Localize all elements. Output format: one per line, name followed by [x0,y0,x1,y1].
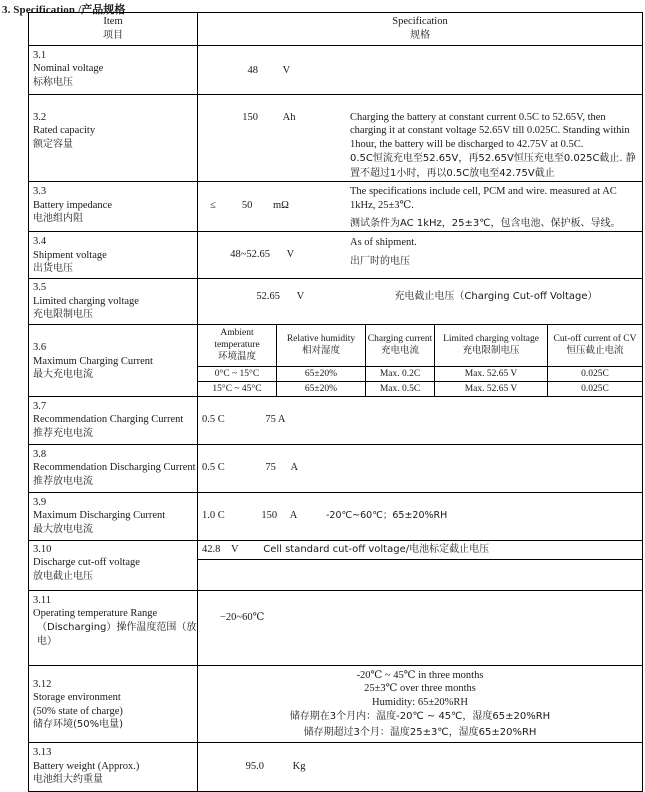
item-cell-3-8 [29,444,198,492]
subtable-row [198,381,643,396]
subtable-cell: Max. 52.65 V [435,366,548,381]
value-operating-temperature-range: −20~60℃ [220,611,265,623]
item-label-cn: 电池组大约重量 [33,774,103,785]
item-number: 3.12 [33,678,52,690]
unit-limited-charging-voltage: V [296,291,305,302]
item-label-en: Discharge cut-off voltage [33,557,140,568]
spec-cell-3-10 [198,540,643,590]
item-cell-3-10 [29,540,198,590]
spec-cell-3-12 [198,665,643,743]
item-label-en: Limited charging voltage [33,295,139,307]
item-label-cn: 最大放电电流 [33,523,93,535]
item-cell-3-5 [29,279,198,325]
subtable-cell: Max. 52.65 V [435,381,548,396]
spec-cell-3-1 [198,45,643,94]
value-shipment-voltage: 48~52.65 [230,249,270,260]
subtable-header-charging-current [366,325,435,367]
storage-line-cn-2: 储存期超过3个月：温度25±3℃，湿度65±20%RH [303,726,537,738]
value-rated-capacity: 150 [242,111,258,123]
item-cell-3-7 [29,396,198,444]
header-cell-item [29,13,198,46]
note-charging-cutoff-voltage: 充电截止电压（Charging Cut-off Voltage） [394,291,598,302]
item-number: 3.6 [33,342,47,353]
item-cell-3-12 [29,665,198,743]
subtable-header-cn: 环境温度 [217,351,256,362]
unit-maximum-discharging-current: A [289,509,298,521]
item-number: 3.9 [33,496,47,508]
item-label-en: Battery impedance [33,199,113,211]
subtable-header-en: Charging current [367,334,433,344]
condition-maximum-discharging-current: -20℃~60℃；65±20%RH [325,509,448,521]
subtable-header-en: Relative humidity [286,334,356,344]
item-cell-3-13 [29,743,198,792]
item-number: 3.1 [33,49,47,61]
item-number: 3.13 [33,747,52,758]
table-row [29,325,643,397]
item-cell-3-9 [29,492,198,540]
subtable-row [198,366,643,381]
page-title: 3. Specification /产品规格 [2,4,126,16]
specification-table [28,12,643,792]
item-label-cn: 标称电压 [33,76,73,88]
table-row [29,540,643,590]
spec-cell-3-2 [198,94,643,182]
value-discharge-cutoff-voltage: 42.8 [202,543,221,555]
item-label-cn: 最大充电电流 [33,369,93,380]
item-number: 3.11 [33,594,51,606]
subtable-header-cn: 恒压截止电流 [566,345,624,356]
item-label-cn: 推荐放电电流 [33,475,93,487]
spec-cell-3-6 [198,325,643,397]
storage-line-en-2: 25±3℃ over three months [364,683,476,694]
subtable-cell: 0.025C [548,381,643,396]
operator-battery-impedance: ≤ [210,200,216,211]
item-cell-3-11 [29,590,198,665]
item-label-en: Maximum Discharging Current [33,510,166,521]
value-limited-charging-voltage: 52.65 [256,291,280,302]
header-spec-cn: 规格 [410,29,430,41]
desc-discharge-cutoff-voltage: Cell standard cut-off voltage/电池标定截止电压 [263,543,490,555]
spec-cell-3-4 [198,232,643,279]
item-label-en: Nominal voltage [33,63,104,74]
subtable-cell: Max. 0.5C [366,381,435,396]
item-number: 3.3 [33,186,47,197]
table-row [29,590,643,665]
item-label-cn: 额定容量 [33,138,73,150]
item-label-en: Storage environment [33,692,121,703]
item-cell-3-2 [29,94,198,182]
desc-shipment-cn: 出厂时的电压 [350,255,410,267]
table-row [29,279,643,325]
table-row [29,396,643,444]
value-battery-weight: 95.0 [245,761,264,772]
subtable-header-relative-humidity [277,325,366,367]
subtable-cell: 65±20% [277,366,366,381]
item-label-cn: 充电限制电压 [33,309,93,320]
value2-maximum-discharging-current: 150 [261,509,278,521]
value2-recommendation-charging-current: 75 A [265,413,286,425]
table-row [29,45,643,94]
subtable-cell: 65±20% [277,381,366,396]
unit-battery-weight: Kg [292,761,306,772]
item-label-cn: 出货电压 [33,263,73,274]
subtable-header-en: Ambient temperature [214,328,260,350]
table-row [29,743,643,792]
subtable-header-limited-charging-voltage [435,325,548,367]
unit-recommendation-discharging-current: A [290,461,299,473]
value2-recommendation-discharging-current: 75 [265,461,276,473]
item-label-en: Recommendation Discharging Current [33,462,196,473]
subtable-header-en: Cut-off current of CV [553,334,637,344]
item-label-cn: 放电截止电压 [33,570,93,582]
desc-shipment-en: As of shipment. [350,237,417,248]
table-row [29,232,643,279]
header-cell-specification [198,13,643,46]
table-row [29,94,643,182]
storage-line-cn-1: 储存期在3个月内：温度-20℃ ~ 45℃，湿度65±20%RH [289,711,551,722]
desc-battery-impedance-en: The specifications include cell, PCM and wire. measured at AC 1kHz, 25±3℃. [350,186,617,211]
value-nominal-voltage: 48 [247,64,258,76]
item-number: 3.8 [33,448,47,460]
item-label-cn: 电池组内阻 [33,213,83,224]
value-maximum-discharging-current: 1.0 C [202,509,225,521]
subtable-cell: 0°C ~ 15°C [198,366,277,381]
item-label-cn: 储存环境(50%电量) [33,719,124,730]
item-label-en: Maximum Charging Current [33,355,153,367]
spec-cell-3-13 [198,743,643,792]
desc-rated-capacity-en: Charging the battery at constant current 0.5C to 52.65V, then charging it at constant voltage 52.65V till 0.025C. Standing within 1hour, the battery will be discharged to 42.75V at 0.5C. [350,111,630,150]
item-cell-3-1 [29,45,198,94]
item-label-en: Battery weight (Approx.) [33,760,140,772]
subtable-cell: 15°C ~ 45°C [198,381,277,396]
desc-battery-impedance-cn: 测试条件为AC 1kHz，25±3℃，包含电池、保护板、导线。 [350,218,621,229]
item-label-en: Recommendation Charging Current [33,414,184,425]
unit-shipment-voltage: V [286,249,295,260]
subtable-header-row [198,325,643,367]
item-label-en: Rated capacity [33,125,96,136]
header-item-en: Item [103,16,123,27]
item-label-cn: 推荐充电电流 [33,427,93,439]
spec-cell-3-3 [198,182,643,232]
subtable-cell: 0.025C [548,366,643,381]
item-label-cn: （Discharging）操作温度范围（放电） [37,621,197,647]
subtable-header-en: Limited charging voltage [443,334,539,344]
spec-cell-3-9 [198,492,643,540]
subtable-header-ambient-temperature [198,325,277,367]
storage-line-en-1: -20℃ ~ 45℃ in three months [356,669,484,681]
item-number: 3.10 [33,543,52,555]
table-row [29,444,643,492]
storage-line-en-3: Humidity: 65±20%RH [372,696,468,708]
value-recommendation-charging-current: 0.5 C [202,413,225,425]
item-label-en: Shipment voltage [33,249,107,261]
spec-cell-3-11 [198,590,643,665]
unit-battery-impedance: mΩ [273,200,289,211]
table-row [29,182,643,232]
subtable-header-cn: 充电限制电压 [462,345,520,356]
header-spec-en: Specification [392,16,448,27]
item-number: 3.7 [33,400,47,412]
item-cell-3-6 [29,325,198,397]
spec-cell-3-8 [198,444,643,492]
table-row [29,665,643,743]
spec-cell-3-5 [198,279,643,325]
item-label-en: Operating temperature Range [33,608,158,619]
item-cell-3-4 [29,232,198,279]
item-label-en-2: (50% state of charge) [33,705,123,717]
spec-cell-3-10-spacer [198,559,642,578]
spec-cell-3-7 [198,396,643,444]
table-row [29,492,643,540]
charging-current-subtable [197,324,643,397]
subtable-header-cn: 相对湿度 [301,345,340,356]
header-item-cn: 项目 [103,29,123,41]
desc-rated-capacity-cn: 0.5C恒流充电至52.65V，再52.65V恒压充电至0.025C截止. 静置不超过1小时，再以0.5C放电至42.75V截止 [350,153,636,179]
item-number: 3.5 [33,282,47,293]
item-number: 3.4 [33,236,47,247]
value-battery-impedance: 50 [241,200,253,211]
subtable-header-cutoff-current-cv [548,325,643,367]
subtable-cell: Max. 0.2C [366,366,435,381]
unit-rated-capacity: Ah [282,111,296,123]
value-recommendation-discharging-current: 0.5 C [202,461,225,473]
unit-nominal-voltage: V [282,64,291,76]
item-number: 3.2 [33,111,47,123]
table-header-row [29,13,643,46]
subtable-header-cn: 充电电流 [380,345,419,356]
item-cell-3-3 [29,182,198,232]
unit-discharge-cutoff-voltage: V [231,543,239,555]
